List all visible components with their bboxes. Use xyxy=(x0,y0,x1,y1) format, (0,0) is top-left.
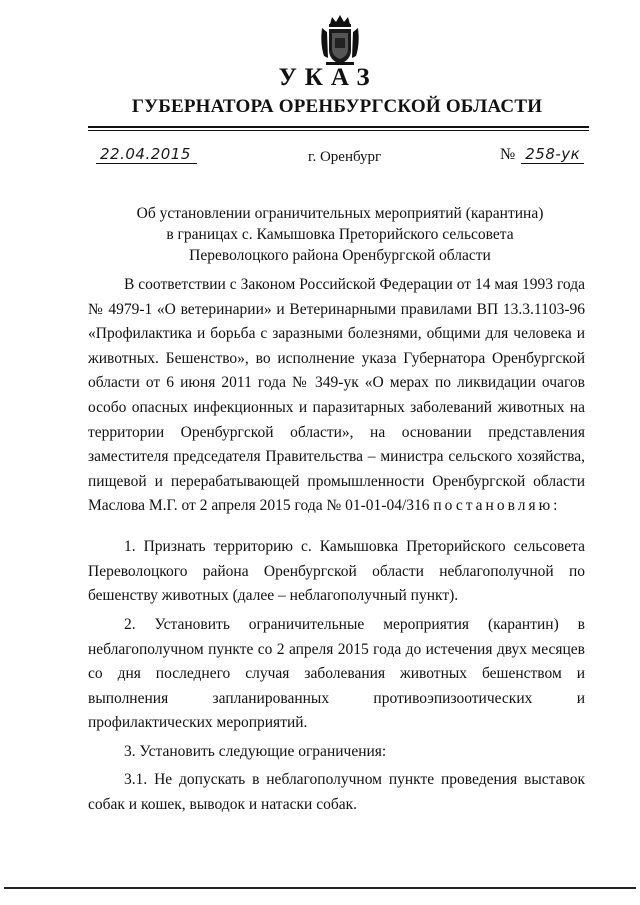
document-title: УКАЗ xyxy=(278,64,378,91)
preamble-paragraph xyxy=(88,273,585,519)
number-value: 258-ук xyxy=(521,145,584,164)
document-subtitle: ГУБЕРНАТОРА ОРЕНБУРГСКОЙ ОБЛАСТИ xyxy=(131,96,543,117)
item-2-paragraph: 2. Установить ограничительные мероприятия (карантин) в неблагополучном пункте со 2 апреля 2015 года до истечения двух месяцев со дня последнего случая заболевания животных бешенством и выполнения запланированных противоэпизоотических и профилактических мероприятий. xyxy=(88,616,585,732)
page-bottom-line xyxy=(4,887,636,889)
document-number xyxy=(500,145,584,164)
header-divider-thick xyxy=(88,126,589,128)
subject-line: Переволоцкого района Оренбургской области xyxy=(189,247,491,264)
coat-of-arms-emblem xyxy=(318,14,362,68)
document-date: 22.04.2015 xyxy=(96,145,197,164)
item-1-paragraph: 1. Признать территорию с. Камышовка Преторийского сельсовета Переволоцкого района Оренбургской области неблагополучной по бешенству животных (далее – неблагополучный пункт). xyxy=(88,538,585,605)
document-city: г. Оренбург xyxy=(308,149,382,165)
item-3-1-paragraph: 3.1. Не допускать в неблагополучном пункте проведения выставок собак и кошек, выводок и натаски собак. xyxy=(88,771,585,813)
item-3-paragraph: 3. Установить следующие ограничения: xyxy=(124,743,387,760)
subject-line: Об установлении ограничительных мероприятий (карантина) xyxy=(136,205,544,222)
header-divider-thin xyxy=(88,130,589,131)
document-subject xyxy=(80,203,600,266)
number-sign: № xyxy=(500,146,516,163)
subject-line: в границах с. Камышовка Преторийского сельсовета xyxy=(166,226,514,243)
preamble-text: В соответствии с Законом Российской Федерации от 14 мая 1993 года № 4979-1 «О ветеринарии» и Ветеринарными правилами ВП 13.3.1103-96 «Профилактика и борьба с заразными болезнями, общими для человека и животных. Бешенство», во исполнение указа Губернатора Оренбургской области от 6 июня 2011 года № 349-ук «О мерах по ликвидации очагов особо опасных инфекционных и паразитарных заболеваний животных на территории Оренбургской области», на основании представления заместителя председателя Правительства – министра сельского хозяйства, пищевой и перерабатывающей промышленности Оренбургской области Маслова М.Г. от 2 апреля 2015 года № 01-01-04/316 xyxy=(88,276,585,515)
decree-word: постановляю: xyxy=(433,497,561,515)
